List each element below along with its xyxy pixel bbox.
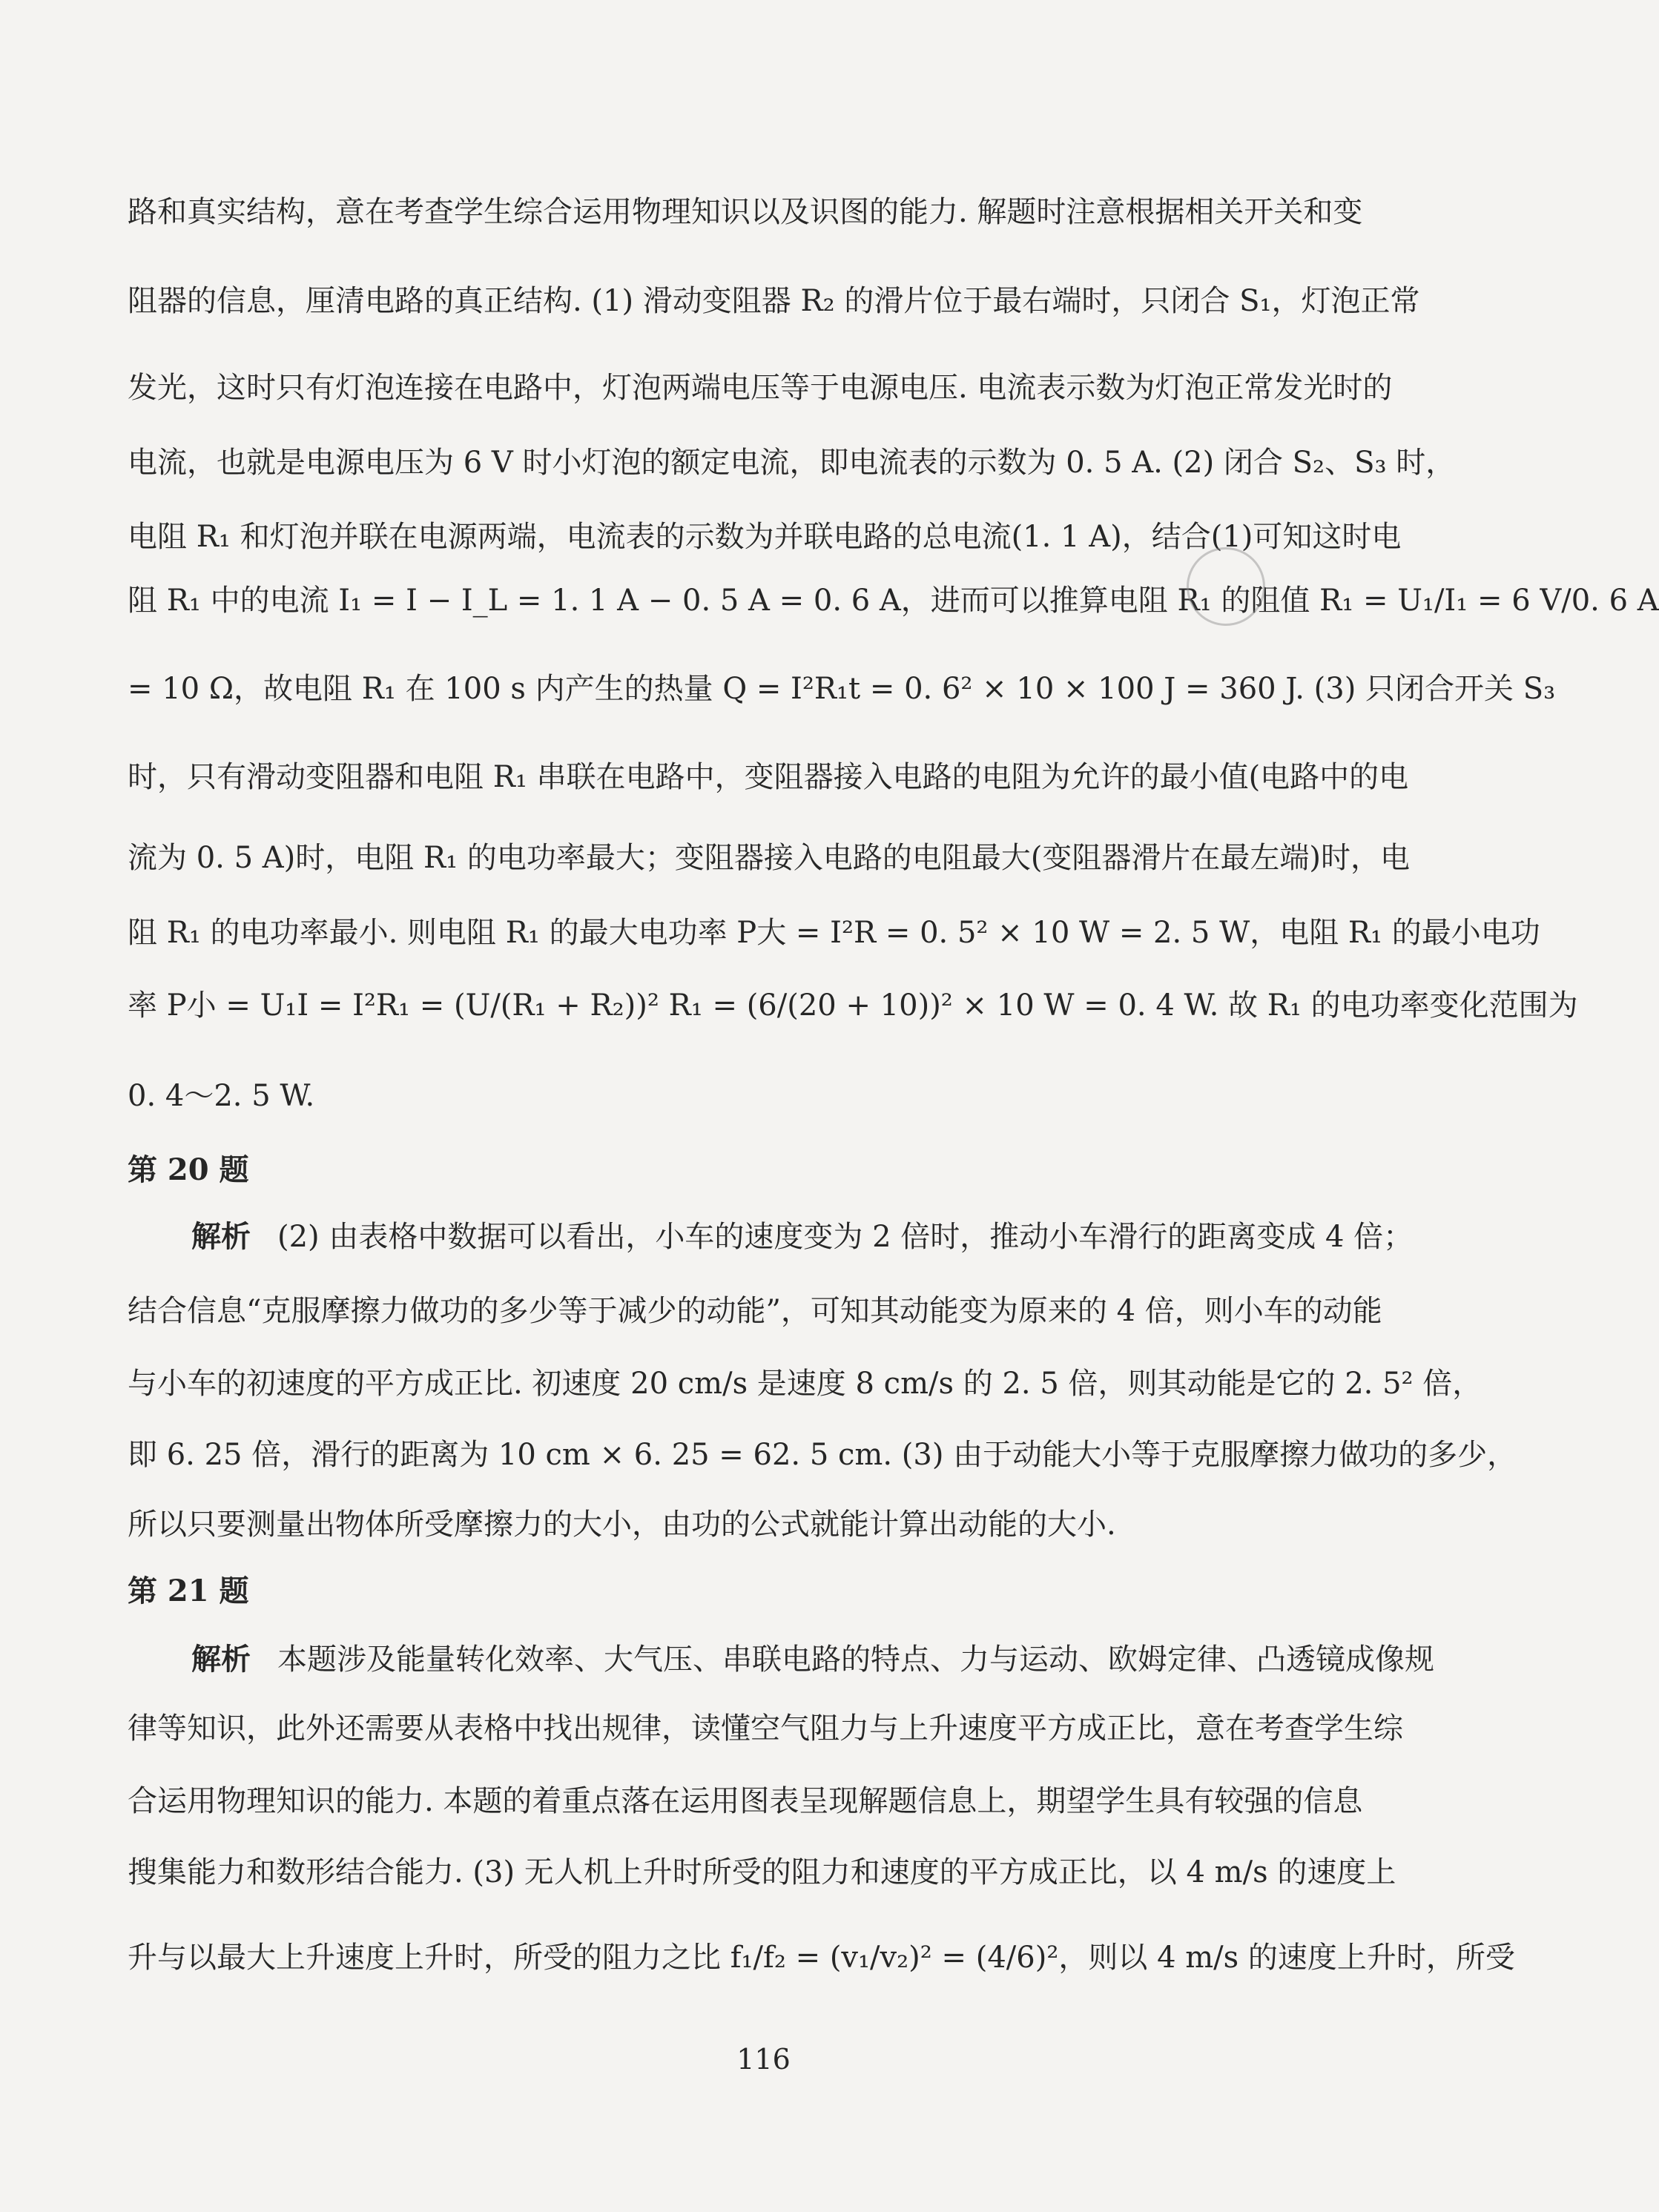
q21-first-line-text: 本题涉及能量转化效率、大气压、串联电路的特点、力与运动、欧姆定律、凸透镜成像规 bbox=[277, 1643, 1434, 1677]
question-20-heading: 第 20 题 bbox=[128, 1152, 249, 1187]
text-line: 0. 4～2. 5 W. bbox=[128, 1079, 315, 1113]
q20-first-line-text: (2) 由表格中数据可以看出，小车的速度变为 2 倍时，推动小车滑行的距离变成 4 倍； bbox=[277, 1220, 1414, 1254]
text-line: 路和真实结构，意在考查学生综合运用物理知识以及识图的能力. 解题时注意根据相关开关和变 bbox=[128, 195, 1363, 229]
text-line: 律等知识，此外还需要从表格中找出规律，读懂空气阻力与上升速度平方成正比，意在考查学生综 bbox=[128, 1711, 1403, 1746]
watermark-stamp bbox=[1187, 547, 1265, 626]
text-line: 阻 R₁ 的电功率最小. 则电阻 R₁ 的最大电功率 P大 = I²R = 0. 5² × 10 W = 2. 5 W，电阻 R₁ 的最小电功 bbox=[128, 916, 1540, 950]
text-line: 流为 0. 5 A)时，电阻 R₁ 的电功率最大；变阻器接入电路的电阻最大(变阻器滑片在最左端)时，电 bbox=[128, 841, 1411, 875]
q20-first-line bbox=[191, 1216, 1414, 1258]
text-line: 合运用物理知识的能力. 本题的着重点落在运用图表呈现解题信息上，期望学生具有较强的信息 bbox=[128, 1784, 1363, 1818]
text-line: 时，只有滑动变阻器和电阻 R₁ 串联在电路中，变阻器接入电路的电阻为允许的最小值(电路中的电 bbox=[128, 760, 1409, 794]
text-line: 阻器的信息，厘清电路的真正结构. (1) 滑动变阻器 R₂ 的滑片位于最右端时，只闭合 S₁，灯泡正常 bbox=[128, 284, 1420, 318]
text-line: 升与以最大上升速度上升时，所受的阻力之比 f₁/f₂ = (v₁/v₂)² = (4/6)²，则以 4 m/s 的速度上升时，所受 bbox=[128, 1941, 1515, 1975]
text-line: = 10 Ω，故电阻 R₁ 在 100 s 内产生的热量 Q = I²R₁t = 0. 6² × 10 × 100 J = 360 J. (3) 只闭合开关 S₃ bbox=[128, 672, 1556, 706]
page-number: 116 bbox=[736, 2043, 791, 2076]
question-21-heading: 第 21 题 bbox=[128, 1574, 249, 1608]
text-line: 所以只要测量出物体所受摩擦力的大小，由功的公式就能计算出动能的大小. bbox=[128, 1508, 1116, 1542]
text-line: 率 P小 = U₁I = I²R₁ = (U/(R₁ + R₂))² R₁ = (6/(20 + 10))² × 10 W = 0. 4 W. 故 R₁ 的电功率变化范围为 bbox=[128, 988, 1578, 1023]
text-line: 发光，这时只有灯泡连接在电路中，灯泡两端电压等于电源电压. 电流表示数为灯泡正常发光时的 bbox=[128, 371, 1393, 405]
text-line: 结合信息“克服摩擦力做功的多少等于减少的动能”，可知其动能变为原来的 4 倍，则小车的动能 bbox=[128, 1294, 1382, 1328]
text-line: 电流，也就是电源电压为 6 V 时小灯泡的额定电流，即电流表的示数为 0. 5 A. (2) 闭合 S₂、S₃ 时， bbox=[128, 446, 1456, 480]
text-line: 电阻 R₁ 和灯泡并联在电源两端，电流表的示数为并联电路的总电流(1. 1 A)，结合(1)可知这时电 bbox=[128, 520, 1402, 554]
analysis-label: 解析 bbox=[191, 1219, 251, 1254]
text-line: 即 6. 25 倍，滑行的距离为 10 cm × 6. 25 = 62. 5 cm. (3) 由于动能大小等于克服摩擦力做功的多少， bbox=[128, 1438, 1517, 1472]
analysis-label: 解析 bbox=[191, 1642, 251, 1677]
q21-first-line bbox=[191, 1639, 1434, 1680]
text-line: 阻 R₁ 中的电流 I₁ = I − I_L = 1. 1 A − 0. 5 A = 0. 6 A，进而可以推算电阻 R₁ 的阻值 R₁ = U₁/I₁ = 6 V/0. 6 A bbox=[128, 584, 1659, 618]
text-line: 与小车的初速度的平方成正比. 初速度 20 cm/s 是速度 8 cm/s 的 2. 5 倍，则其动能是它的 2. 5² 倍， bbox=[128, 1367, 1482, 1401]
text-line: 搜集能力和数形结合能力. (3) 无人机上升时所受的阻力和速度的平方成正比，以 4 m/s 的速度上 bbox=[128, 1855, 1396, 1889]
